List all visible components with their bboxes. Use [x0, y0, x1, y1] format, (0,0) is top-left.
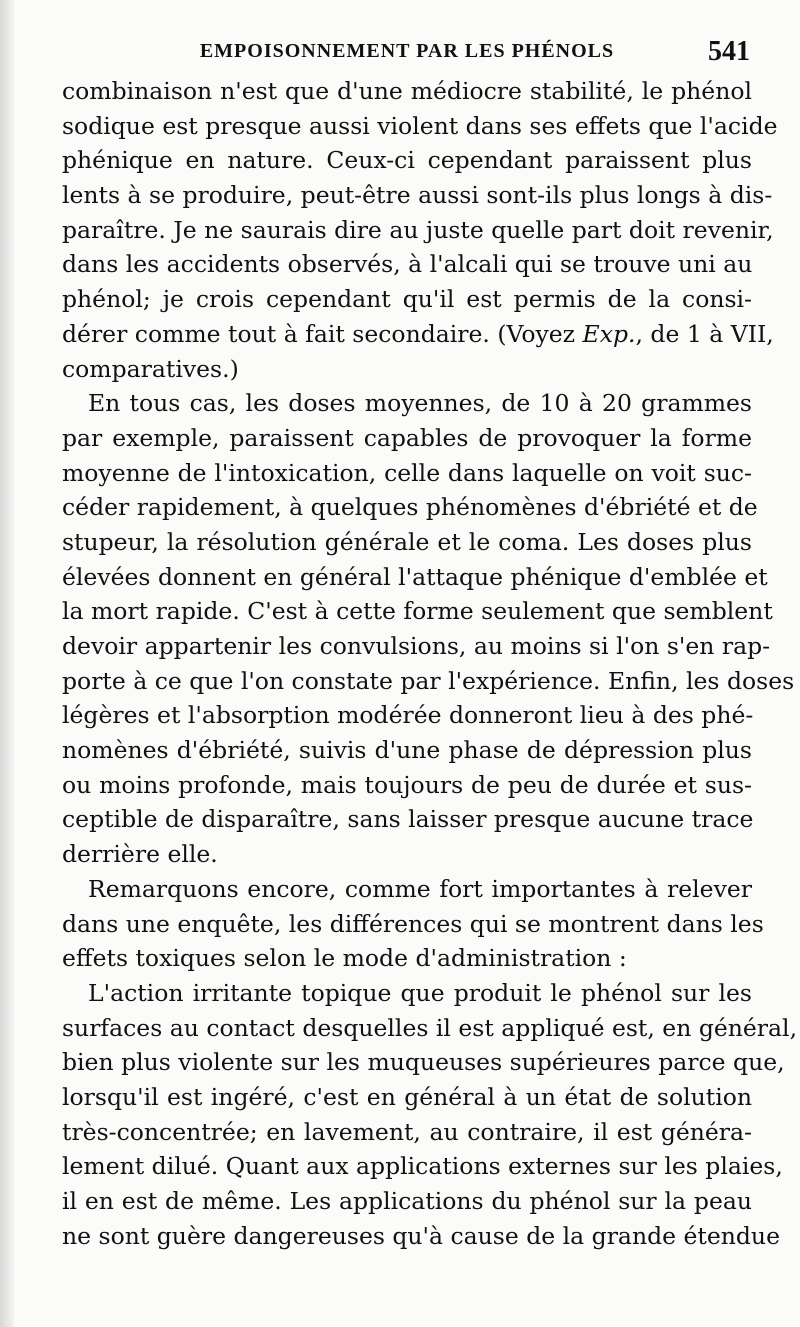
text-line: sodique est presque aussi violent dans ses effets que l'acide — [62, 111, 778, 140]
text-line: dans une enquête, les différences qui se montrent dans les — [62, 909, 764, 938]
paragraph-first-line: L'action irritante topique que produit le phénol sur les — [88, 978, 752, 1007]
text-line: il en est de même. Les applications du phénol sur la peau — [62, 1187, 752, 1215]
text-line: moyenne de l'intoxication, celle dans laquelle on voit suc- — [62, 458, 752, 487]
page-gutter-shadow — [0, 0, 14, 1327]
body-text — [62, 74, 798, 1253]
text-line: légères et l'absorption modérée donneront lieu à des phé- — [62, 701, 754, 730]
text-line: ceptible de disparaître, sans laisser presque aucune trace — [62, 805, 754, 834]
text-line: effets toxiques selon le mode d'administration : — [62, 944, 627, 973]
text-line: comparatives.) — [62, 354, 239, 383]
page-number: 541 — [708, 36, 750, 67]
text-line-with-citation — [62, 317, 774, 352]
paragraph-first-line: Remarquons encore, comme fort importantes à relever — [88, 874, 752, 903]
text-line: lorsqu'il est ingéré, c'est en général à un état de solution — [62, 1082, 752, 1111]
text-line: lents à se produire, peut-être aussi sont-ils plus longs à dis- — [62, 181, 773, 210]
italic-citation: Exp. — [582, 319, 636, 348]
text-line: élevées donnent en général l'attaque phénique d'emblée et — [62, 562, 768, 591]
text-line: bien plus violente sur les muqueuses supérieures parce que, — [62, 1048, 785, 1077]
text-line: ou moins profonde, mais toujours de peu de durée et sus- — [62, 770, 752, 799]
text-segment: dérer comme tout à fait secondaire. (Voyez — [62, 319, 583, 348]
text-line: ne sont guère dangereuses qu'à cause de la grande étendue — [62, 1221, 780, 1250]
text-line: paraître. Je ne saurais dire au juste quelle part doit revenir, — [62, 215, 774, 244]
text-line: dans les accidents observés, à l'alcali qui se trouve uni au — [62, 250, 753, 279]
paragraph-first-line: En tous cas, les doses moyennes, de 10 à 20 grammes — [88, 389, 752, 418]
text-line: par exemple, paraissent capables de provoquer la forme — [62, 423, 752, 452]
text-line: derrière elle. — [62, 840, 218, 869]
text-line: phénol; je crois cependant qu'il est permis de la consi- — [62, 285, 752, 314]
text-line: la mort rapide. C'est à cette forme seulement que semblent — [62, 597, 773, 626]
text-line: très-concentrée; en lavement, au contraire, il est généra- — [62, 1117, 752, 1146]
page-header — [62, 36, 752, 72]
text-line: surfaces au contact desquelles il est appliqué est, en général, — [62, 1013, 798, 1042]
text-line: phénique en nature. Ceux-ci cependant paraissent plus — [62, 146, 752, 175]
text-line: devoir appartenir les convulsions, au moins si l'on s'en rap- — [62, 632, 771, 660]
text-segment: , de 1 à VII, — [635, 319, 774, 348]
text-line: céder rapidement, à quelques phénomènes d'ébriété et de — [62, 493, 758, 522]
text-line: nomènes d'ébriété, suivis d'une phase de dépression plus — [62, 736, 752, 765]
text-line: lement dilué. Quant aux applications externes sur les plaies, — [62, 1152, 783, 1181]
text-line: porte à ce que l'on constate par l'expérience. Enfin, les doses — [62, 666, 795, 695]
text-line: stupeur, la résolution générale et le coma. Les doses plus — [62, 527, 752, 556]
text-line: combinaison n'est que d'une médiocre stabilité, le phénol — [62, 77, 752, 105]
running-title: EMPOISONNEMENT PAR LES PHÉNOLS — [199, 40, 615, 62]
